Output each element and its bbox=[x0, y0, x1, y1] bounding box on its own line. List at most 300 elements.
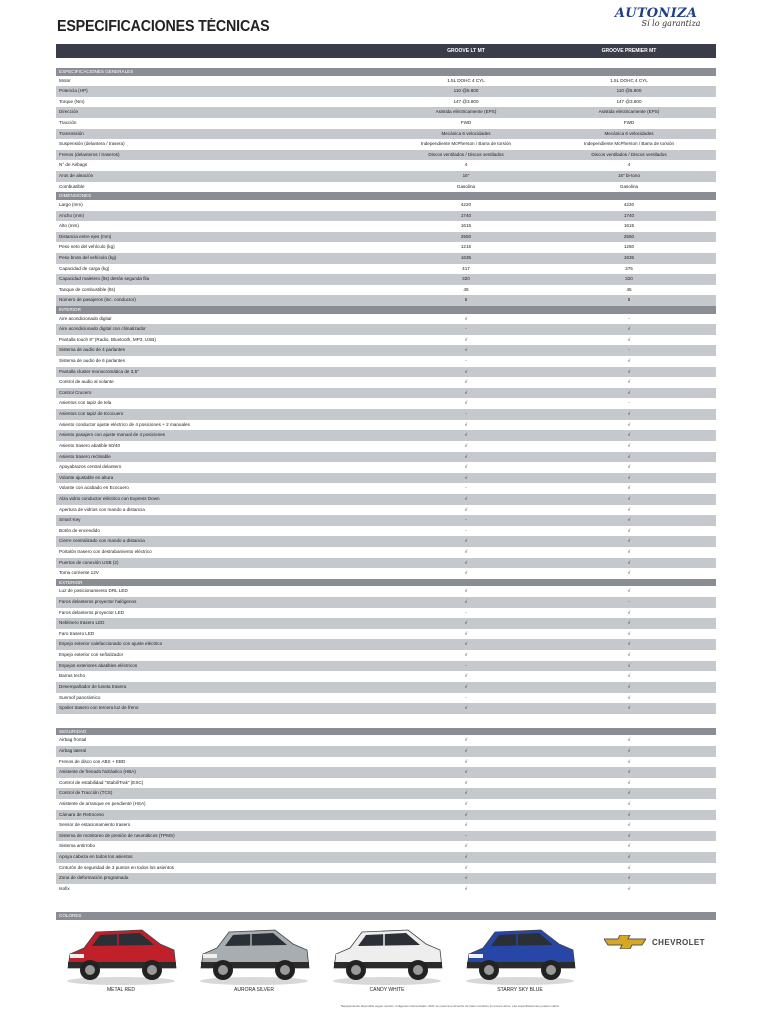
row-label: Motor bbox=[59, 77, 71, 83]
row-label: Espejo exterior calefaccionado con ajuste eléctrico bbox=[59, 641, 163, 647]
row-label: Transmisión bbox=[59, 130, 84, 136]
row-label: Frenos (delanteros / traseros) bbox=[59, 151, 120, 157]
value-premier: √ bbox=[627, 673, 631, 679]
value-lt: √ bbox=[464, 769, 468, 775]
table-row bbox=[56, 398, 716, 409]
chevrolet-logo bbox=[604, 935, 705, 949]
value-lt: √ bbox=[464, 641, 468, 647]
row-label: Largo (mm) bbox=[59, 201, 83, 207]
row-label: Sunroof panorámico bbox=[59, 694, 101, 700]
value-lt: - bbox=[465, 411, 467, 417]
value-premier: √ bbox=[627, 747, 631, 753]
row-label: Torque (Nm) bbox=[59, 98, 85, 104]
value-lt: √ bbox=[464, 315, 468, 321]
row-label: Capacidad de carga (kg) bbox=[59, 265, 110, 271]
row-label: Volante con acabado en Ecocuero bbox=[59, 485, 129, 491]
value-lt: √ bbox=[464, 843, 468, 849]
value-lt: √ bbox=[464, 570, 468, 576]
table-row bbox=[56, 253, 716, 264]
value-lt: √ bbox=[464, 548, 468, 554]
chevrolet-wordmark: CHEVROLET bbox=[652, 937, 705, 947]
table-row bbox=[56, 221, 716, 232]
row-label: Peso neto del vehículo (kg) bbox=[59, 244, 115, 250]
table-row bbox=[56, 735, 716, 746]
value-premier: 16" bi-tono bbox=[617, 173, 641, 179]
table-row bbox=[56, 639, 716, 650]
table-row bbox=[56, 841, 716, 852]
row-label: Puertos de conexión USB (2) bbox=[59, 559, 119, 565]
table-row bbox=[56, 852, 716, 863]
value-lt: √ bbox=[464, 683, 468, 689]
value-lt: √ bbox=[464, 442, 468, 448]
value-lt: - bbox=[465, 326, 467, 332]
value-lt: 1.5L DOHC 4 CYL bbox=[447, 77, 485, 83]
row-label: Isofix bbox=[59, 885, 70, 891]
row-label: Sistema de audio de 4 parlantes bbox=[59, 347, 125, 353]
value-premier: √ bbox=[627, 442, 631, 448]
value-lt: 1615 bbox=[460, 223, 472, 229]
row-label: Ancho (mm) bbox=[59, 212, 85, 218]
table-row bbox=[56, 171, 716, 182]
value-premier: √ bbox=[627, 843, 631, 849]
value-lt: √ bbox=[464, 885, 468, 891]
column-header-lt: GROOVE LT MT bbox=[447, 48, 485, 54]
table-row bbox=[56, 831, 716, 842]
value-lt: - bbox=[465, 662, 467, 668]
table-row bbox=[56, 693, 716, 704]
row-label: Luz de posicionamiento DRL LED bbox=[59, 588, 128, 594]
table-row bbox=[56, 547, 716, 558]
row-label: Aros de aleación bbox=[59, 173, 94, 179]
value-premier: √ bbox=[627, 822, 631, 828]
table-row bbox=[56, 367, 716, 378]
row-label: Alto (mm) bbox=[59, 223, 79, 229]
table-row bbox=[56, 558, 716, 569]
value-premier: √ bbox=[627, 570, 631, 576]
row-label: Faros delanteros proyector LED bbox=[59, 609, 125, 615]
value-lt: 45 bbox=[463, 286, 469, 292]
value-lt: 417 bbox=[462, 265, 470, 271]
table-row bbox=[56, 799, 716, 810]
row-label: Sistema de monitoreo de presión de neumáticos (TPMS) bbox=[59, 832, 175, 838]
value-premier: √ bbox=[627, 875, 631, 881]
value-premier: √ bbox=[627, 559, 631, 565]
row-label: Distancia entre ejes (mm) bbox=[59, 233, 112, 239]
row-label: Airbag frontal bbox=[59, 737, 87, 743]
column-header-premier: GROOVE PREMIER MT bbox=[601, 48, 657, 54]
value-lt: √ bbox=[464, 620, 468, 626]
value-lt: Gasolina bbox=[456, 183, 476, 189]
value-premier: Discos ventilados / Discos ventilados bbox=[591, 151, 667, 157]
row-label: Control de estabilidad "StabiliTrak" (ESC) bbox=[59, 779, 144, 785]
value-lt: √ bbox=[464, 432, 468, 438]
table-row bbox=[56, 211, 716, 222]
value-premier: √ bbox=[627, 464, 631, 470]
row-label: Barras techo bbox=[59, 673, 86, 679]
table-row bbox=[56, 661, 716, 672]
table-row bbox=[56, 118, 716, 129]
value-premier: Mecánica 6 velocidades bbox=[604, 130, 654, 136]
value-premier: √ bbox=[627, 517, 631, 523]
table-row bbox=[56, 242, 716, 253]
value-premier: √ bbox=[627, 495, 631, 501]
value-lt: √ bbox=[464, 822, 468, 828]
car-image bbox=[195, 924, 313, 986]
value-lt: 5 bbox=[464, 297, 468, 303]
value-lt: 4 bbox=[464, 162, 468, 168]
value-lt: - bbox=[465, 694, 467, 700]
value-lt: √ bbox=[464, 630, 468, 636]
table-row bbox=[56, 452, 716, 463]
value-premier: FWD bbox=[623, 120, 635, 126]
value-premier: √ bbox=[627, 811, 631, 817]
table-row bbox=[56, 494, 716, 505]
value-premier: Gasolina bbox=[619, 183, 639, 189]
value-premier: - bbox=[628, 315, 630, 321]
value-premier: √ bbox=[627, 379, 631, 385]
value-lt: √ bbox=[464, 495, 468, 501]
table-row bbox=[56, 295, 716, 306]
value-lt: √ bbox=[464, 737, 468, 743]
value-lt: √ bbox=[464, 705, 468, 711]
value-lt: √ bbox=[464, 464, 468, 470]
value-premier: √ bbox=[627, 758, 631, 764]
row-label: Apoya cabeza en todos los asientos bbox=[59, 854, 133, 860]
table-row bbox=[56, 682, 716, 693]
value-premier: √ bbox=[627, 548, 631, 554]
value-premier: 4220 bbox=[623, 201, 635, 207]
row-label: Combustible bbox=[59, 183, 85, 189]
value-lt: - bbox=[465, 517, 467, 523]
table-row bbox=[56, 409, 716, 420]
table-row bbox=[56, 473, 716, 484]
value-lt: √ bbox=[464, 474, 468, 480]
value-premier: √ bbox=[627, 588, 631, 594]
table-row bbox=[56, 483, 716, 494]
row-label: Potencia (HP) bbox=[59, 88, 88, 94]
row-label: Dirección bbox=[59, 109, 79, 115]
value-premier: √ bbox=[627, 694, 631, 700]
value-premier: 1260 bbox=[623, 244, 635, 250]
value-premier: √ bbox=[627, 779, 631, 785]
table-row bbox=[56, 650, 716, 661]
table-row bbox=[56, 515, 716, 526]
row-label: Capacidad maletero (lts) detrás segunda fila bbox=[59, 276, 150, 282]
table-row bbox=[56, 388, 716, 399]
value-premier: √ bbox=[627, 790, 631, 796]
value-lt: Discos ventilados / Discos ventilados bbox=[428, 151, 504, 157]
table-row bbox=[56, 377, 716, 388]
value-lt: FWD bbox=[460, 120, 472, 126]
value-lt: 16" bbox=[462, 173, 470, 179]
value-lt: - bbox=[465, 832, 467, 838]
value-premier: 1635 bbox=[623, 254, 635, 260]
row-label: Control Crucero bbox=[59, 389, 92, 395]
table-row bbox=[56, 285, 716, 296]
value-premier: √ bbox=[627, 609, 631, 615]
value-lt: √ bbox=[464, 506, 468, 512]
value-lt: √ bbox=[464, 652, 468, 658]
value-lt: √ bbox=[464, 875, 468, 881]
table-row bbox=[56, 629, 716, 640]
value-premier: √ bbox=[627, 432, 631, 438]
table-row bbox=[56, 430, 716, 441]
row-label: Asiento trasero abatible 60/40 bbox=[59, 442, 121, 448]
spec-table bbox=[56, 68, 716, 894]
value-premier: 45 bbox=[626, 286, 632, 292]
value-premier: √ bbox=[627, 336, 631, 342]
value-premier: √ bbox=[627, 368, 631, 374]
table-row bbox=[56, 264, 716, 275]
value-lt: √ bbox=[464, 599, 468, 605]
value-premier: - bbox=[628, 400, 630, 406]
brand-logo bbox=[596, 6, 716, 28]
car-image bbox=[62, 924, 180, 986]
value-premier: 1615 bbox=[623, 223, 635, 229]
section-gap bbox=[56, 714, 716, 728]
table-row bbox=[56, 345, 716, 356]
value-lt: - bbox=[465, 358, 467, 364]
value-premier: √ bbox=[627, 652, 631, 658]
table-row bbox=[56, 671, 716, 682]
value-premier: √ bbox=[627, 411, 631, 417]
table-row bbox=[56, 586, 716, 597]
table-row bbox=[56, 608, 716, 619]
value-lt: 2550 bbox=[460, 233, 472, 239]
value-premier: √ bbox=[627, 832, 631, 838]
row-label: Faros delanteros proyector halógenos bbox=[59, 599, 137, 605]
value-premier: √ bbox=[627, 885, 631, 891]
value-lt: - bbox=[465, 485, 467, 491]
value-lt: √ bbox=[464, 347, 468, 353]
row-label: Sistema de audio de 6 parlantes bbox=[59, 358, 125, 364]
value-premier: Asistida eléctricamente (EPS) bbox=[598, 109, 660, 115]
value-premier: √ bbox=[627, 421, 631, 427]
table-row bbox=[56, 778, 716, 789]
value-lt: √ bbox=[464, 588, 468, 594]
row-label: Control de Tracción (TCS) bbox=[59, 790, 113, 796]
row-label: Pantalla touch 8" (Radio, Bluetooth, MP3, USB) bbox=[59, 336, 156, 342]
table-row bbox=[56, 232, 716, 243]
table-row bbox=[56, 139, 716, 150]
value-premier: √ bbox=[627, 538, 631, 544]
value-premier: 5 bbox=[627, 297, 631, 303]
table-row bbox=[56, 182, 716, 193]
car-color-label: CANDY WHITE bbox=[369, 987, 405, 993]
table-row bbox=[56, 788, 716, 799]
value-lt: √ bbox=[464, 389, 468, 395]
value-lt: √ bbox=[464, 673, 468, 679]
table-row bbox=[56, 597, 716, 608]
colors-section-header: COLORES bbox=[56, 912, 716, 920]
value-lt: 4220 bbox=[460, 201, 472, 207]
table-row bbox=[56, 160, 716, 171]
value-lt: Independiente McPherson / Barra de torsión bbox=[420, 141, 512, 147]
table-row bbox=[56, 129, 716, 140]
row-label: Asistente de arranque en pendiente (HSA) bbox=[59, 800, 146, 806]
row-label: Spoiler trasero con tercera luz de freno bbox=[59, 705, 139, 711]
value-lt: - bbox=[465, 609, 467, 615]
value-premier: √ bbox=[627, 506, 631, 512]
value-lt: √ bbox=[464, 379, 468, 385]
row-label: Asiento conductor ajuste eléctrico de 4 posiciones + 2 manuales bbox=[59, 421, 190, 427]
value-premier: √ bbox=[627, 800, 631, 806]
page-title: ESPECIFICACIONES TÉCNICAS bbox=[57, 18, 270, 35]
value-lt: √ bbox=[464, 538, 468, 544]
value-premier: √ bbox=[627, 527, 631, 533]
row-label: Cierre centralizado con mando a distancia bbox=[59, 538, 145, 544]
section-header: DIMENSIONES bbox=[56, 192, 716, 200]
table-row bbox=[56, 200, 716, 211]
value-premier: √ bbox=[627, 474, 631, 480]
value-premier: √ bbox=[627, 769, 631, 775]
row-label: Desempañador de luneta trasera bbox=[59, 683, 127, 689]
row-label: N° de Airbags bbox=[59, 162, 88, 168]
value-lt: 110 @5.800 bbox=[453, 88, 479, 94]
value-premier: √ bbox=[627, 683, 631, 689]
chevrolet-bowtie-icon bbox=[604, 935, 646, 949]
value-lt: Mecánica 6 velocidades bbox=[441, 130, 491, 136]
row-label: Aire acondicionado digital bbox=[59, 315, 112, 321]
value-lt: √ bbox=[464, 854, 468, 860]
value-lt: - bbox=[465, 527, 467, 533]
value-premier: √ bbox=[627, 705, 631, 711]
row-label: Pantalla cluster monocromática de 3,5" bbox=[59, 368, 139, 374]
car-image bbox=[461, 924, 579, 986]
value-premier: 110 @5.800 bbox=[616, 88, 642, 94]
value-premier: √ bbox=[627, 326, 631, 332]
section-header: ESPECIFICACIONES GENERALES bbox=[56, 68, 716, 76]
table-row bbox=[56, 873, 716, 884]
row-label: Sensor de estacionamiento trasero bbox=[59, 822, 131, 828]
row-label: Apoyabrazos central delantero bbox=[59, 464, 122, 470]
value-premier: √ bbox=[627, 453, 631, 459]
car-color-label: METAL RED bbox=[106, 987, 136, 993]
row-label: Zona de deformación programada bbox=[59, 875, 129, 881]
table-row bbox=[56, 884, 716, 895]
value-premier: 1.5L DOHC 4 CYL bbox=[610, 77, 648, 83]
table-row bbox=[56, 107, 716, 118]
table-row bbox=[56, 97, 716, 108]
row-label: Asistente de frenado hidráulico (HBA) bbox=[59, 769, 136, 775]
table-row bbox=[56, 335, 716, 346]
value-lt: √ bbox=[464, 368, 468, 374]
value-lt: √ bbox=[464, 758, 468, 764]
row-label: Espejos exteriores abatibles eléctricos bbox=[59, 662, 138, 668]
row-label: Cámara de Retroceso bbox=[59, 811, 104, 817]
table-row bbox=[56, 505, 716, 516]
car-image bbox=[328, 924, 446, 986]
row-label: Tanque de combustible (lts) bbox=[59, 286, 116, 292]
value-premier: √ bbox=[627, 864, 631, 870]
value-premier: 2550 bbox=[623, 233, 635, 239]
table-row bbox=[56, 462, 716, 473]
value-lt: √ bbox=[464, 421, 468, 427]
table-row bbox=[56, 703, 716, 714]
table-row bbox=[56, 86, 716, 97]
value-premier: √ bbox=[627, 662, 631, 668]
value-premier: 375 bbox=[625, 265, 633, 271]
value-premier: √ bbox=[627, 630, 631, 636]
table-row bbox=[56, 820, 716, 831]
table-header bbox=[56, 44, 716, 58]
table-row bbox=[56, 810, 716, 821]
row-label: Tracción bbox=[59, 120, 77, 126]
value-premier: √ bbox=[627, 854, 631, 860]
value-lt: √ bbox=[464, 336, 468, 342]
value-lt: 1216 bbox=[460, 244, 472, 250]
row-label: Asientos con tapiz de tela bbox=[59, 400, 112, 406]
table-row bbox=[56, 746, 716, 757]
value-premier: 4 bbox=[627, 162, 631, 168]
section-header: EXTERIOR bbox=[56, 579, 716, 587]
table-row bbox=[56, 420, 716, 431]
value-lt: √ bbox=[464, 800, 468, 806]
row-label: Botón de encendido bbox=[59, 527, 100, 533]
value-premier: √ bbox=[627, 620, 631, 626]
table-row bbox=[56, 76, 716, 87]
table-row bbox=[56, 314, 716, 325]
value-premier: - bbox=[628, 347, 630, 353]
car-color-label: STARRY SKY BLUE bbox=[497, 987, 543, 993]
row-label: Smart Key bbox=[59, 517, 81, 523]
value-lt: √ bbox=[464, 453, 468, 459]
car-color-label: AURORA SILVER bbox=[234, 987, 274, 993]
table-row bbox=[56, 441, 716, 452]
value-premier: 1740 bbox=[623, 212, 635, 218]
row-label: Toma corriente 12V bbox=[59, 570, 99, 576]
row-label: Peso bruto del vehículo (kg) bbox=[59, 254, 117, 260]
value-premier: √ bbox=[627, 641, 631, 647]
row-label: Faro trasero LED bbox=[59, 630, 95, 636]
value-premier: - bbox=[628, 599, 630, 605]
section-header: SEGURIDAD bbox=[56, 728, 716, 736]
row-label: Aire acondicionado digital con climatizador bbox=[59, 326, 146, 332]
brand-name: AUTONIZA bbox=[614, 6, 698, 21]
value-premier: √ bbox=[627, 389, 631, 395]
value-premier: 147 @3.800 bbox=[616, 98, 642, 104]
row-label: Neblinero trasero LED bbox=[59, 620, 105, 626]
value-lt: √ bbox=[464, 811, 468, 817]
row-label: Número de pasajeros (inc. conductor) bbox=[59, 297, 136, 303]
value-lt: √ bbox=[464, 864, 468, 870]
value-lt: Asistida eléctricamente (EPS) bbox=[435, 109, 497, 115]
table-row bbox=[56, 526, 716, 537]
row-label: Control de audio al volante bbox=[59, 379, 114, 385]
table-row bbox=[56, 356, 716, 367]
row-label: Espejo exterior con señalizador bbox=[59, 652, 124, 658]
row-label: Cinturón de seguridad de 3 puntos en todos los asientos bbox=[59, 864, 174, 870]
row-label: Asiento pasajero con ajuste manual de 4 posiciones bbox=[59, 432, 165, 438]
value-lt: 147 @3.800 bbox=[453, 98, 479, 104]
row-label: Airbag lateral bbox=[59, 747, 87, 753]
table-row bbox=[56, 274, 716, 285]
table-row bbox=[56, 757, 716, 768]
row-label: Asientos con tapiz de Ecocuero bbox=[59, 411, 124, 417]
value-lt: 1740 bbox=[460, 212, 472, 218]
value-premier: Independiente McPherson / Barra de torsión bbox=[583, 141, 675, 147]
value-lt: 1635 bbox=[460, 254, 472, 260]
value-lt: √ bbox=[464, 559, 468, 565]
value-premier: √ bbox=[627, 485, 631, 491]
table-row bbox=[56, 568, 716, 579]
value-lt: 320 bbox=[462, 276, 470, 282]
value-premier: √ bbox=[627, 358, 631, 364]
value-lt: √ bbox=[464, 747, 468, 753]
row-label: Suspensión (delantera / trasera) bbox=[59, 141, 125, 147]
section-header: INTERIOR bbox=[56, 306, 716, 314]
table-row bbox=[56, 767, 716, 778]
